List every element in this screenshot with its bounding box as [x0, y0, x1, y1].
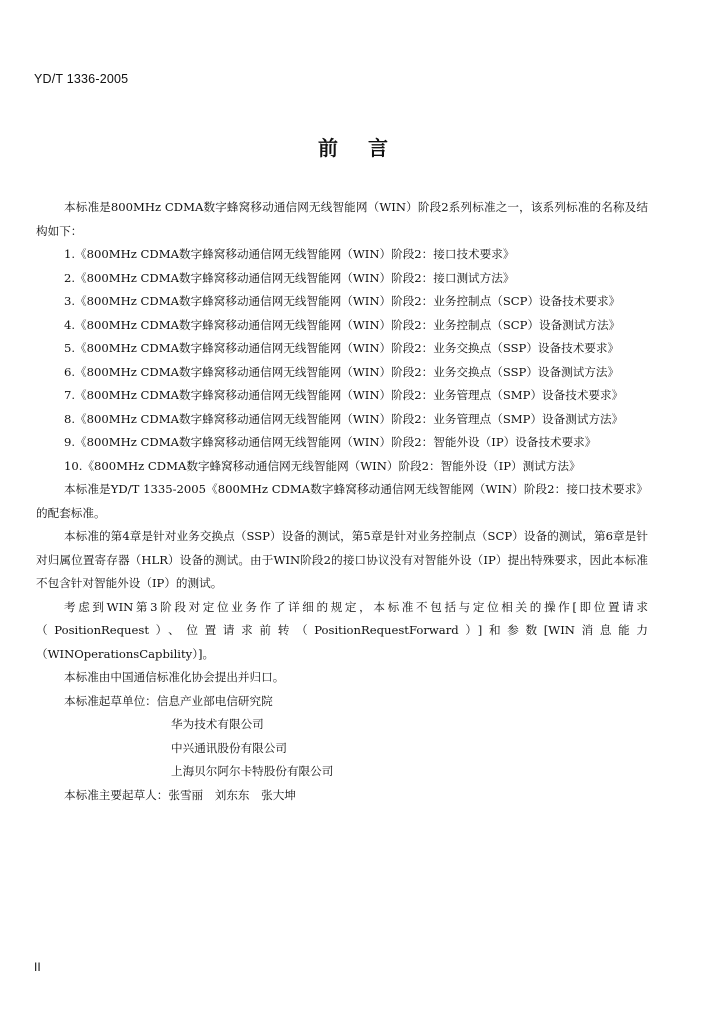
- drafting-unit: 信息产业部电信研究院: [156, 693, 273, 708]
- list-item: 2.《800MHz CDMA数字蜂窝移动通信网无线智能网（WIN）阶段2：接口测试方法》: [64, 270, 515, 285]
- proposer-paragraph: 本标准由中国通信标准化协会提出并归口。: [64, 670, 285, 684]
- drafters-row: [36, 784, 648, 808]
- drafter-names: 张雪丽 刘东东 张大坤: [168, 787, 296, 802]
- list-item: 9.《800MHz CDMA数字蜂窝移动通信网无线智能网（WIN）阶段2：智能外设（IP）设备技术要求》: [64, 435, 597, 449]
- list-item: 10.《800MHz CDMA数字蜂窝移动通信网无线智能网（WIN）阶段2：智能外设（IP）测试方法》: [64, 458, 581, 473]
- list-item: 8.《800MHz CDMA数字蜂窝移动通信网无线智能网（WIN）阶段2：业务管理点（SMP）设备测试方法》: [64, 411, 624, 426]
- list-item: 4.《800MHz CDMA数字蜂窝移动通信网无线智能网（WIN）阶段2：业务控制点（SCP）设备测试方法》: [64, 317, 621, 332]
- exclusion-paragraph: 考虑到WIN第3阶段对定位业务作了详细的规定，本标准不包括与定位相关的操作[即位置请求（PositionRequest）、位置请求前转（PositionRequestForward）]和参数[WIN消息能力（WINOperationsCapbility）]。: [36, 599, 648, 661]
- drafting-units-label: 本标准起草单位：: [64, 693, 157, 708]
- list-item: 7.《800MHz CDMA数字蜂窝移动通信网无线智能网（WIN）阶段2：业务管理点（SMP）设备技术要求》: [64, 388, 624, 402]
- document-body: [36, 196, 648, 807]
- list-item: 3.《800MHz CDMA数字蜂窝移动通信网无线智能网（WIN）阶段2：业务控制点（SCP）设备技术要求》: [64, 294, 621, 308]
- companion-standard-paragraph: 本标准是YD/T 1335-2005《800MHz CDMA数字蜂窝移动通信网无线智能网（WIN）阶段2：接口技术要求》的配套标准。: [36, 482, 648, 520]
- chapter-scope-paragraph: 本标准的第4章是针对业务交换点（SSP）设备的测试，第5章是针对业务控制点（SCP）设备的测试，第6章是针对归属位置寄存器（HLR）设备的测试。由于WIN阶段2的接口协议没有对智能外设（IP）提出特殊要求，因此本标准不包含针对智能外设（IP）的测试。: [36, 529, 648, 590]
- page-title: 前言: [318, 136, 418, 160]
- list-item: 6.《800MHz CDMA数字蜂窝移动通信网无线智能网（WIN）阶段2：业务交换点（SSP）设备测试方法》: [64, 364, 620, 379]
- page-number: II: [34, 960, 41, 974]
- drafting-unit: 上海贝尔阿尔卡特股份有限公司: [171, 764, 334, 778]
- drafters-label: 本标准主要起草人：: [64, 787, 169, 802]
- drafting-unit: 华为技术有限公司: [171, 717, 264, 731]
- intro-paragraph: 本标准是800MHz CDMA数字蜂窝移动通信网无线智能网（WIN）阶段2系列标准之一，该系列标准的名称及结构如下：: [36, 200, 648, 238]
- list-item: 1.《800MHz CDMA数字蜂窝移动通信网无线智能网（WIN）阶段2：接口技术要求》: [64, 247, 515, 261]
- drafting-unit: 中兴通讯股份有限公司: [171, 740, 287, 755]
- series-list: [36, 243, 648, 478]
- standard-code: YD/T 1336-2005: [34, 72, 129, 86]
- drafting-units-row: [36, 690, 648, 714]
- list-item: 5.《800MHz CDMA数字蜂窝移动通信网无线智能网（WIN）阶段2：业务交换点（SSP）设备技术要求》: [64, 341, 620, 355]
